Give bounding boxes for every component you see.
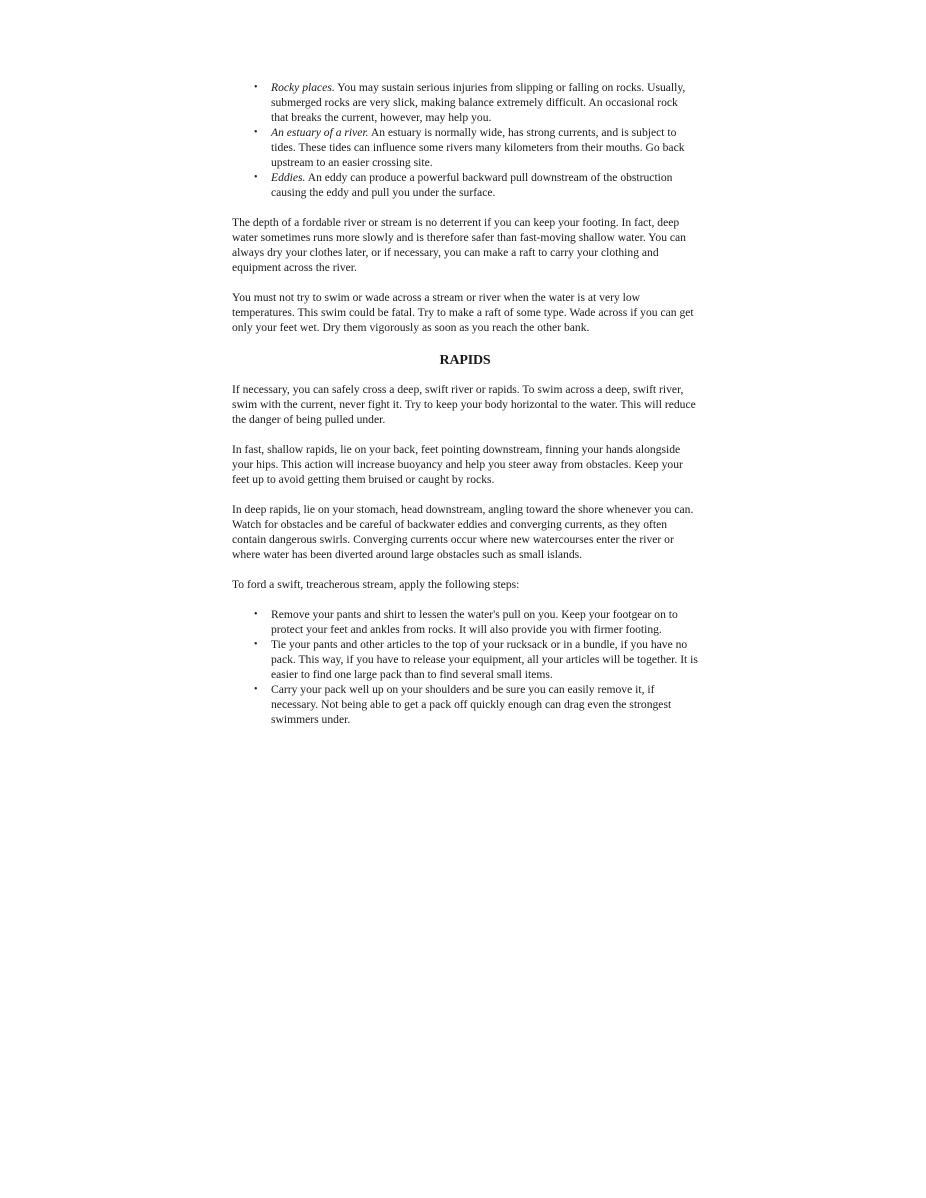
- hazard-list: [232, 80, 698, 200]
- hazard-text: You may sustain serious injuries from slipping or falling on rocks. Usually, submerged rocks are very slick, making balance extremely difficult. An occasional rock that breaks the current, however, may help you.: [271, 81, 686, 124]
- body-paragraph: In deep rapids, lie on your stomach, head downstream, angling toward the shore whenever you can. Watch for obstacles and be careful of backwater eddies and converging currents, as they often contain dangerous swirls. Converging currents occur where new watercourses enter the river or where water has been diverted around large obstacles such as small islands.: [232, 503, 694, 561]
- body-paragraph: In fast, shallow rapids, lie on your back, feet pointing downstream, finning your hands alongside your hips. This action will increase buoyancy and help you steer away from obstacles. Keep your feet up to avoid getting them bruised or caught by rocks.: [232, 443, 683, 486]
- bullet-icon: •: [254, 684, 258, 695]
- spacer: [232, 335, 698, 352]
- spacer: [232, 487, 698, 502]
- bullet-icon: •: [254, 127, 258, 138]
- bullet-icon: •: [254, 172, 258, 183]
- spacer: [232, 562, 698, 577]
- spacer: [232, 427, 698, 442]
- steps-list: [232, 607, 698, 727]
- hazard-term: Rocky places.: [271, 81, 335, 94]
- spacer: [232, 275, 698, 290]
- list-item: [232, 80, 698, 125]
- section-heading: RAPIDS: [439, 353, 491, 368]
- bullet-icon: •: [254, 82, 258, 93]
- spacer: [232, 370, 698, 382]
- hazard-text: An estuary is normally wide, has strong currents, and is subject to tides. These tides can influence some rivers many kilometers from their mouths. Go back upstream to an easier crossing site.: [271, 126, 685, 169]
- list-item: [232, 607, 698, 637]
- document-page: [232, 80, 698, 727]
- step-text: Remove your pants and shirt to lessen the water's pull on you. Keep your footgear on to protect your feet and ankles from rocks. It will also provide you with firmer footing.: [271, 608, 678, 636]
- hazard-term: An estuary of a river.: [271, 126, 369, 139]
- body-paragraph: The depth of a fordable river or stream is no deterrent if you can keep your footing. In fact, deep water sometimes runs more slowly and is therefore safer than fast-moving shallow water. You can always dry your clothes later, or if necessary, you can make a raft to carry your clothing and equipment across the river.: [232, 216, 686, 274]
- step-text: Carry your pack well up on your shoulders and be sure you can easily remove it, if necessary. Not being able to get a pack off quickly enough can drag even the strongest swimmers under.: [271, 683, 672, 726]
- list-item: [232, 125, 698, 170]
- body-paragraph: You must not try to swim or wade across a stream or river when the water is at very low temperatures. This swim could be fatal. Try to make a raft of some type. Wade across if you can get only your feet wet. Dry them vigorously as soon as you reach the other bank.: [232, 291, 694, 334]
- list-item: [232, 170, 698, 200]
- list-item: [232, 682, 698, 727]
- spacer: [232, 592, 698, 607]
- spacer: [232, 200, 698, 215]
- step-text: Tie your pants and other articles to the top of your rucksack or in a bundle, if you have no pack. This way, if you have to release your equipment, all your articles will be together. It is easier to find one large pack than to find several small items.: [271, 638, 698, 681]
- bullet-icon: •: [254, 609, 258, 620]
- hazard-text: An eddy can produce a powerful backward pull downstream of the obstruction causing the eddy and pull you under the surface.: [271, 171, 673, 199]
- list-item: [232, 637, 698, 682]
- body-paragraph: To ford a swift, treacherous stream, apply the following steps:: [232, 578, 520, 591]
- hazard-term: Eddies.: [271, 171, 306, 184]
- bullet-icon: •: [254, 639, 258, 650]
- body-paragraph: If necessary, you can safely cross a deep, swift river or rapids. To swim across a deep, swift river, swim with the current, never fight it. Try to keep your body horizontal to the water. This will reduce the danger of being pulled under.: [232, 383, 696, 426]
